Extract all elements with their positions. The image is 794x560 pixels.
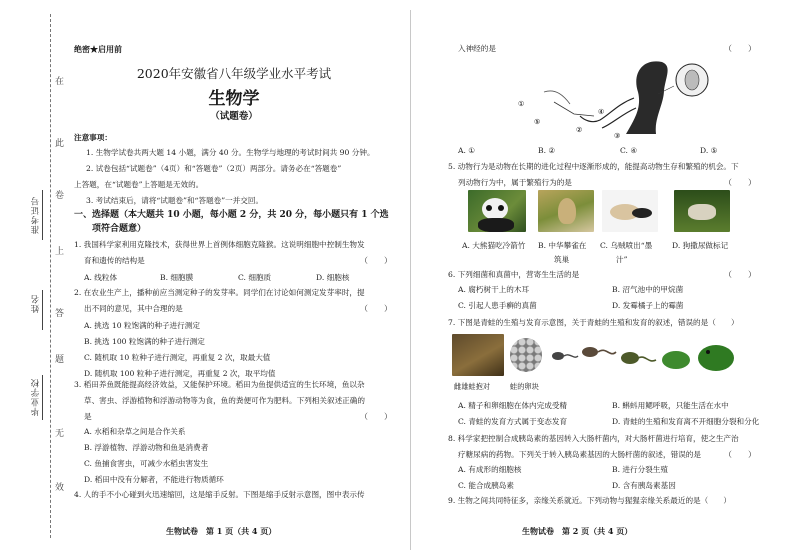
q3-stem-cont-2: 是	[84, 412, 92, 421]
reflex-label-4: ④	[598, 108, 605, 116]
q8-stem-cont: 疗糖尿病的药物。下列关于转入胰岛素基因的大肠杆菌的叙述，错误的是	[458, 450, 701, 459]
q4-option-d[interactable]: D. ⑤	[700, 146, 718, 155]
margin-char: 答	[55, 309, 65, 319]
q5-option-b-cont: 筑巢	[554, 255, 570, 264]
tadpole-2	[582, 347, 598, 357]
reflex-label-5: ⑤	[534, 118, 541, 126]
q1-stem: 1. 我国科学家利用克隆技术，获得世界上首例体细胞克隆猴。这说明细胞中控制生物发	[74, 240, 365, 249]
q3-stem: 3. 稻田养鱼既能提高经济效益，又能保护环境。稻田为鱼提供适宜的生长环境，鱼以杂	[74, 380, 365, 389]
margin-char: 此	[55, 139, 65, 149]
subject-title: 生物学	[208, 89, 260, 109]
reflex-label-3: ③	[614, 132, 621, 140]
adult-frog-eye	[706, 350, 710, 354]
note-2: 2. 试卷包括“试题卷”（4页）和“答题卷”（2页）两部分。请务必在“答题卷”	[86, 164, 342, 173]
q2-option-b[interactable]: B. 挑选 100 粒饱满的种子进行测定	[84, 337, 205, 346]
caption-frog-eggs: 蛙的卵块	[510, 382, 539, 391]
q6-option-d[interactable]: D. 发霉橘子上的霉菌	[612, 301, 684, 310]
q7-option-b[interactable]: B. 蝌蚪用鳃呼吸，只能生活在水中	[612, 401, 729, 410]
q6-answer-paren[interactable]: （ ）	[724, 270, 756, 279]
q5-option-c-cont: 汁”	[616, 255, 628, 264]
q5-stem: 5. 动物行为是动物在长期的进化过程中逐渐形成的，能提高动物生存和繁殖的机会。下	[448, 162, 739, 171]
figure-hair	[626, 61, 668, 134]
section-heading: 一、选择题（本大题共 10 小题，每小题 2 分，共 20 分，每小题只有 1 个选	[74, 210, 389, 220]
dog-body	[688, 204, 716, 220]
frog-development-stages	[548, 336, 738, 378]
name-label: 姓名	[31, 294, 41, 313]
gray-matter	[685, 70, 699, 90]
notes-heading: 注意事项：	[74, 133, 112, 142]
nest-shape	[558, 198, 576, 224]
q2-option-c[interactable]: C. 随机取 10 粒种子进行测定，再重复 2 次，取最大值	[84, 353, 271, 362]
q7-option-a[interactable]: A. 精子和卵细胞在体内完成受精	[458, 401, 568, 410]
panda-photo	[468, 190, 526, 232]
dog-photo	[674, 190, 730, 232]
arm-outline-lower	[602, 108, 636, 128]
adult-frog	[698, 345, 734, 371]
q7-option-d[interactable]: D. 青蛙的生殖和发育离不开细胞分裂和分化	[612, 417, 760, 426]
q1-option-d[interactable]: D. 细胞核	[316, 273, 350, 282]
page-1	[74, 0, 394, 560]
q9-stem: 9. 生物之间共同特征多，亲缘关系就近。下列动物与猩猩亲缘关系最近的是（ ）	[448, 496, 732, 505]
q1-option-b[interactable]: B. 细胞膜	[160, 273, 194, 282]
q1-option-a[interactable]: A. 线粒体	[84, 273, 118, 282]
paper-type: （试题卷）	[210, 111, 258, 122]
note-2-cont: 上答题，在“试题卷”上答题是无效的。	[74, 180, 204, 189]
q7-stem: 7. 下图是青蛙的生殖与发育示意图，关于青蛙的生殖和发育的叙述，错误的是（ ）	[448, 318, 739, 327]
confidential-mark: 绝密★启用前	[74, 44, 122, 54]
q1-stem-cont: 育和遗传的结构是	[84, 256, 145, 265]
reflex-label-1: ①	[518, 100, 525, 108]
q5-option-d[interactable]: D. 狗撒尿做标记	[672, 241, 729, 250]
ink-cloud	[632, 208, 652, 218]
margin-char: 题	[55, 355, 65, 365]
note-3: 3. 考试结束后，请将“试题卷”和“答题卷”一并交回。	[86, 196, 264, 205]
q5-stem-cont: 列动物行为中，属于繁殖行为的是	[458, 178, 572, 187]
q5-option-c[interactable]: C. 乌贼喷出“墨	[600, 241, 653, 250]
q3-option-b[interactable]: B. 浮游植物、浮游动物和鱼是消费者	[84, 443, 209, 452]
q7-option-c[interactable]: C. 青蛙的发育方式属于变态发育	[458, 417, 568, 426]
panda-eye-right	[498, 205, 504, 211]
q6-option-b[interactable]: B. 沼气池中的甲烷菌	[612, 285, 684, 294]
panda-body	[478, 218, 514, 232]
tadpole-1-tail	[564, 355, 578, 357]
school-label: 毕业学校	[31, 378, 41, 416]
q6-option-c[interactable]: C. 引起人患手癣的真菌	[458, 301, 537, 310]
binding-line	[50, 14, 51, 538]
tadpole-legs-tail	[638, 357, 656, 361]
q4-option-a[interactable]: A. ①	[458, 146, 476, 155]
q6-option-a[interactable]: A. 腐朽树干上的木耳	[458, 285, 530, 294]
reflex-arc-diagram	[514, 58, 714, 140]
q4-stem-tail: 入神经的是	[458, 44, 496, 53]
q8-stem: 8. 科学家把控制合成胰岛素的基因转入大肠杆菌内，对大肠杆菌进行培育，使之生产治	[448, 434, 739, 443]
q5-option-a[interactable]: A. 大熊猫吃冷箭竹	[462, 241, 526, 250]
tadpole-1	[552, 352, 564, 360]
q8-option-b[interactable]: B. 进行分裂生殖	[612, 465, 668, 474]
q3-option-a[interactable]: A. 水稻和杂草之间是合作关系	[84, 427, 186, 436]
q4-option-c[interactable]: C. ④	[620, 146, 638, 155]
q8-option-d[interactable]: D. 含有胰岛素基因	[612, 481, 676, 490]
nerve-path	[554, 102, 594, 116]
squid-photo	[602, 190, 658, 232]
q8-answer-paren[interactable]: （ ）	[724, 450, 756, 459]
froglet	[662, 351, 690, 369]
tadpole-legs	[621, 352, 639, 364]
q3-answer-paren[interactable]: （ ）	[360, 412, 392, 421]
q8-option-a[interactable]: A. 有成形的细胞核	[458, 465, 522, 474]
q2-option-d[interactable]: D. 随机取 100 粒种子进行测定，再重复 2 次，取平均值	[84, 369, 276, 378]
margin-char: 卷	[55, 191, 65, 201]
margin-char: 效	[55, 483, 65, 493]
q2-option-a[interactable]: A. 挑选 10 粒饱满的种子进行测定	[84, 321, 200, 330]
exam-number-blank[interactable]	[42, 190, 44, 240]
tit-nest-photo	[538, 190, 594, 232]
q3-option-d[interactable]: D. 稻田中没有分解者，不能进行物质循环	[84, 475, 224, 484]
q5-option-b[interactable]: B. 中华攀雀在	[538, 241, 587, 250]
q2-answer-paren[interactable]: （ ）	[360, 304, 392, 313]
q3-stem-cont-1: 草、害虫、浮游植物和浮游动物等为食，鱼的粪便可作为肥料。下列相关叙述正确的	[84, 396, 365, 405]
q4-option-b[interactable]: B. ②	[538, 146, 556, 155]
q4-stem: 4. 人的手不小心碰到火迅速缩回，这是缩手反射。下图是缩手反射示意图，图中表示传	[74, 490, 365, 499]
q6-stem: 6. 下列细菌和真菌中，营寄生生活的是	[448, 270, 580, 279]
q5-answer-paren[interactable]: （ ）	[724, 178, 756, 187]
margin-char: 上	[55, 247, 65, 257]
page-separator	[410, 10, 411, 550]
q1-option-c[interactable]: C. 细胞质	[238, 273, 272, 282]
page-2-footer: 生物试卷 第 2 页（共 4 页）	[522, 526, 633, 536]
q2-stem-cont: 出不同的意见，其中合理的是	[84, 304, 183, 313]
reflex-label-2: ②	[576, 126, 583, 134]
margin-char: 在	[55, 77, 65, 87]
frog-pair-photo	[452, 334, 504, 376]
q8-option-c[interactable]: C. 能合成胰岛素	[458, 481, 514, 490]
page-2	[448, 0, 778, 560]
name-blank[interactable]	[42, 290, 44, 330]
exam-number-label: 准考证号	[31, 196, 41, 234]
tadpole-2-tail	[598, 350, 616, 353]
q4-answer-paren[interactable]: （ ）	[724, 44, 756, 53]
frog-eggs-photo	[510, 338, 542, 372]
panda-eye-left	[486, 205, 492, 211]
margin-char: 无	[55, 429, 65, 439]
exam-title: 2020年安徽省八年级学业水平考试	[136, 66, 332, 81]
q2-stem: 2. 在农业生产上，播种前应当测定种子的发芽率。同学们在讨论如何测定发芽率时，提	[74, 288, 365, 297]
section-heading-cont: 项符合题意）	[92, 224, 147, 234]
note-1: 1. 生物学试卷共两大题 14 小题，满分 40 分。生物学与地理的考试时间共 90 分钟。	[86, 148, 375, 157]
caption-frog-pair: 雌雄蛙抱对	[454, 382, 490, 391]
page-1-footer: 生物试卷 第 1 页（共 4 页）	[166, 526, 277, 536]
q3-option-c[interactable]: C. 鱼捕食害虫，可减少水稻虫害发生	[84, 459, 209, 468]
arm-outline	[580, 98, 634, 122]
flame-shape	[544, 91, 570, 104]
school-blank[interactable]	[42, 375, 44, 420]
q1-answer-paren[interactable]: （ ）	[360, 256, 392, 265]
